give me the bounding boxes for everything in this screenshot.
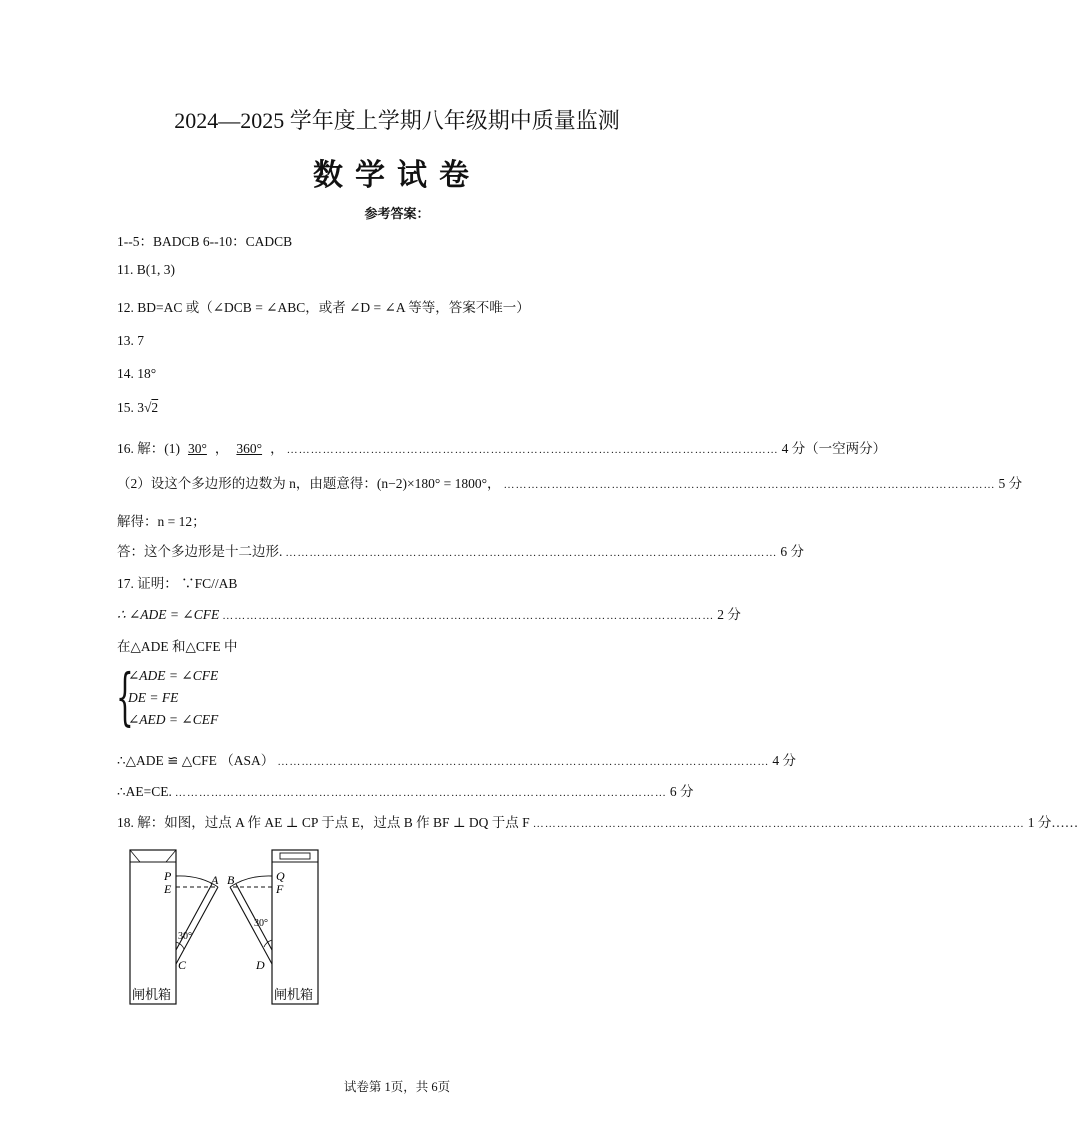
answer-q16-solve: 解得：n = 12；: [117, 514, 206, 529]
system-brace: {: [116, 660, 134, 733]
label-B: B: [227, 873, 235, 887]
answer-q16-points: 4 分（一空两分）: [781, 441, 887, 456]
answer-q17-final-row: [117, 780, 694, 800]
answer-q17-step1-points: 2 分: [717, 607, 741, 622]
label-F: F: [276, 882, 284, 896]
answer-q17-step1-row: [117, 603, 741, 623]
page-footer: 试卷第 1页，共 6页: [343, 1080, 451, 1094]
label-A: A: [211, 873, 219, 887]
label-angle-right: 30°: [254, 918, 268, 929]
label-C: C: [178, 958, 187, 972]
leader-dots: ……………………………………………………………………………………………………………: [285, 547, 778, 559]
answer-q16-blank2: 360°: [236, 441, 263, 456]
leader-dots: ……………………………………………………………………………………………………………: [532, 818, 1025, 830]
answer-q16-label: 16. 解：(1): [117, 441, 180, 456]
answer-q17-cong-points: 4 分: [772, 753, 796, 768]
answer-q18-points: 1 分……: [1027, 815, 1078, 830]
leader-dots: ……………………………………………………………………………………………………………: [174, 787, 667, 799]
answer-q17-cong: ∴△ADE ≌ △CFE （ASA）: [117, 753, 275, 768]
arm-BD-line2: [236, 884, 272, 950]
answer-q15: [117, 400, 158, 416]
answer-q17-final: ∴AE=CE.: [117, 784, 172, 799]
answer-q1-10: 1--5：BADCB 6--10：CADCB: [117, 234, 293, 249]
answer-q16-2-row: [117, 472, 1023, 492]
answer-q12: 12. BD=AC 或（∠DCB = ∠ABC，或者 ∠D = ∠A 等等，答案不唯一）: [117, 300, 530, 315]
answer-q16-row: 16. 解：(1) 30° ， 360° ， …………………………………………………………………………………………………………… 4 分（一空两分）: [117, 437, 652, 457]
left-box-label: 闸机箱: [132, 987, 172, 1002]
answer-q17-sys2: DE = FE: [128, 690, 179, 705]
answer-q17-sys1: ∠ADE = ∠CFE: [128, 668, 219, 683]
answer-q16-2-points: 5 分: [998, 476, 1023, 491]
answer-q16-blank1: 30°: [188, 441, 207, 456]
answer-q15-radicand: 2: [151, 400, 159, 415]
answer-q11: 11. B(1, 3): [117, 262, 175, 277]
answer-q18-row: [117, 811, 1078, 831]
answer-q16-2: （2）设这个多边形的边数为 n，由题意得：(n−2)×180° = 1800°，: [117, 476, 501, 491]
answer-q15-prefix: 15. 3: [117, 400, 144, 415]
leader-dots: ……………………………………………………………………………………………………………: [286, 444, 779, 456]
answer-q16-ans: 答：这个多边形是十二边形.: [117, 544, 283, 559]
leader-dots: ……………………………………………………………………………………………………………: [503, 479, 996, 491]
label-Q: Q: [276, 869, 285, 883]
gate-figure: [120, 842, 340, 1012]
label-D: D: [256, 958, 265, 972]
answer-q17-final-points: 6 分: [669, 784, 694, 799]
sqrt-sign: √: [144, 400, 152, 415]
answer-q14: 14. 18°: [117, 366, 157, 381]
answer-q16-ans-row: [117, 540, 804, 560]
exam-subtitle: 数学试卷: [313, 158, 481, 193]
answer-q16-ans-points: 6 分: [780, 544, 804, 559]
answers-heading: 参考答案：: [364, 206, 430, 221]
right-box-slot: [280, 853, 310, 859]
right-box-label: 闸机箱: [274, 987, 314, 1002]
label-P: P: [164, 869, 172, 883]
exam-title: 2024—2025 学年度上学期八年级期中质量监测: [174, 108, 620, 133]
arm-AC-line1: [176, 887, 218, 964]
leader-dots: ……………………………………………………………………………………………………………: [222, 610, 715, 622]
answer-q13: 13. 7: [117, 333, 144, 348]
leader-dots: ……………………………………………………………………………………………………………: [277, 756, 770, 768]
answer-q17-in: 在△ADE 和△CFE 中: [117, 639, 238, 654]
answer-q17-step1: ∴ ∠ADE = ∠CFE: [117, 607, 220, 622]
answer-q17-sys3: ∠AED = ∠CEF: [128, 712, 219, 727]
label-E: E: [164, 882, 172, 896]
answer-q18: 18. 解：如图，过点 A 作 AE ⊥ CP 于点 E，过点 B 作 BF ⊥ DQ 于点 F: [117, 815, 530, 830]
answer-q17-cong-row: [117, 749, 796, 769]
label-angle-left: 30°: [178, 931, 192, 942]
answer-q17-head: 17. 证明： ∵FC//AB: [117, 576, 238, 591]
